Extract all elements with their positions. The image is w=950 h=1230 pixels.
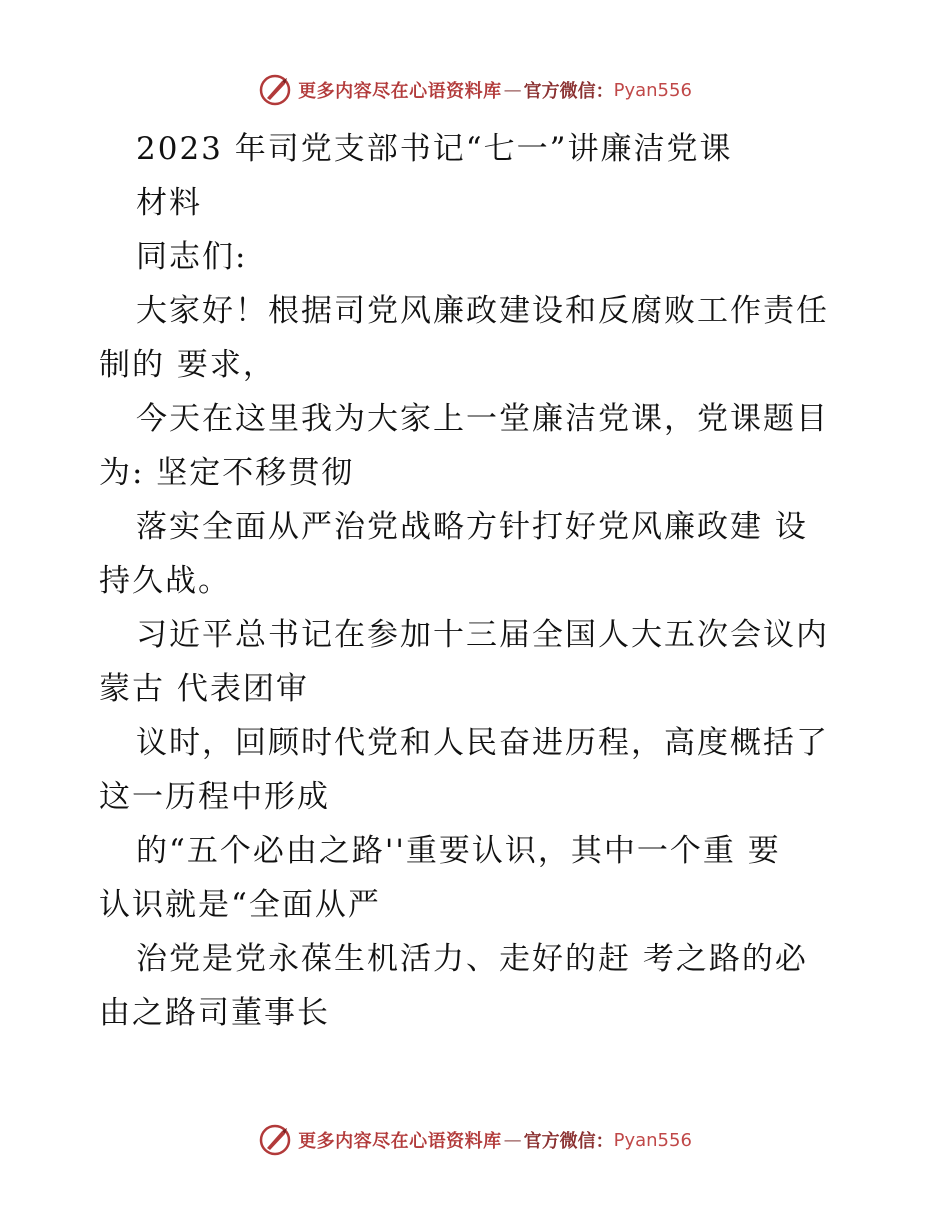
paragraph [99,500,859,608]
paragraph-line: 大家好！根据司党风廉政建设和反腐败工作责任 [136,293,829,329]
quill-logo-icon [258,73,292,107]
watermark-wechat-label: 官方微信： [523,1131,614,1152]
paragraph [99,608,859,716]
paragraph-line: 议时，回顾时代党和人民奋进历程，高度概括了 [136,725,829,761]
document-subtitle: 材料 [136,185,202,221]
paragraph [99,716,859,824]
watermark-banner-top [0,70,950,110]
paragraph-line: 今天在这里我为大家上一堂廉洁党课，党课题目 [136,401,829,437]
watermark-banner-bottom [0,1120,950,1160]
quill-logo-icon [258,1123,292,1157]
paragraph-line: 治党是党永葆生机活力、走好的赶 考之路的必 [136,941,808,977]
watermark-site-text: 更多内容尽在心语资料库 [298,1131,502,1152]
watermark-wechat-id: Pyan556 [613,79,692,101]
paragraph-line: 制的 要求， [99,347,276,383]
paragraph-line: 持久战。 [99,563,231,599]
paragraph [99,932,859,1040]
watermark-site-text: 更多内容尽在心语资料库 [298,81,502,102]
paragraph [99,392,859,500]
paragraph-line: 这一历程中形成 [99,779,330,815]
document-title: 2023 年司党支部书记“七一”讲廉洁党课 [136,131,733,167]
watermark-separator: — [503,79,522,101]
paragraph [99,824,859,932]
paragraph-line: 的“五个必由之路''重要认识，其中一个重 要 [136,833,781,869]
salutation: 同志们: [136,239,248,275]
paragraph-line: 认识就是“全面从严 [99,887,381,923]
watermark-wechat-id: Pyan556 [613,1129,692,1151]
paragraph-line: 为: 坚定不移贯彻 [99,455,355,491]
paragraph-line: 习近平总书记在参加十三届全国人大五次会议内 [136,617,829,653]
watermark-wechat-label: 官方微信： [523,81,614,102]
paragraph-line: 蒙古 代表团审 [99,671,309,707]
paragraph-line: 由之路司董事长 [99,995,330,1031]
document-body [99,122,859,1040]
paragraph-line: 落实全面从严治党战略方针打好党风廉政建 设 [136,509,808,545]
watermark-separator: — [503,1129,522,1151]
paragraph [99,284,859,392]
